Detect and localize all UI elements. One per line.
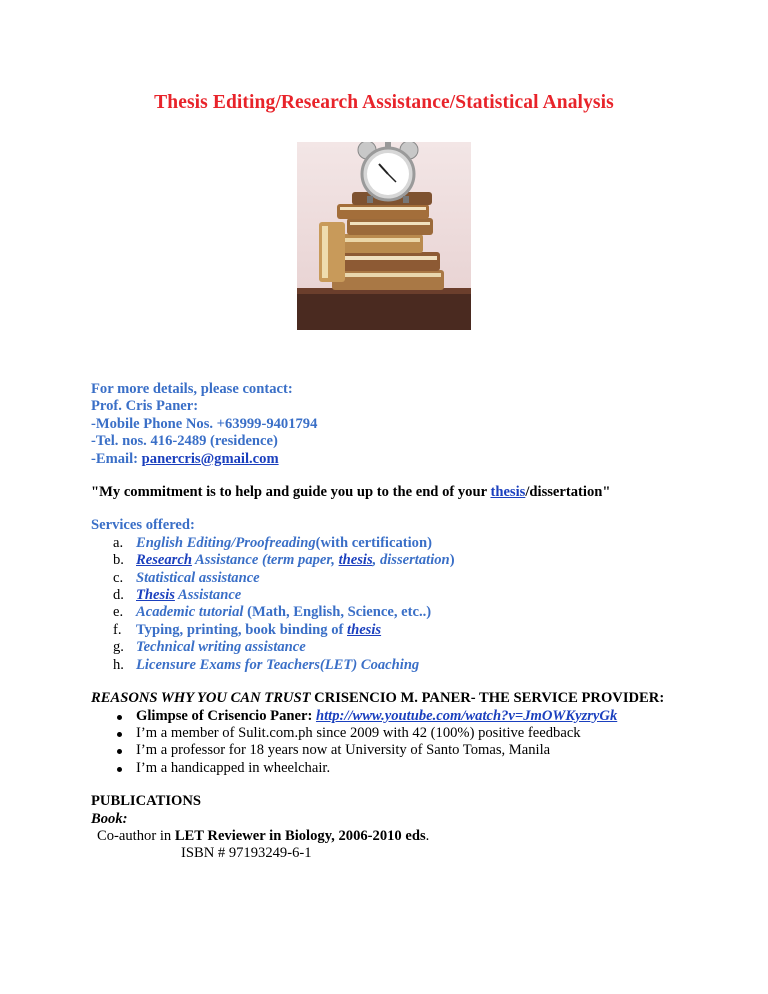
service-text: (Math, English, Science, etc..) (243, 604, 432, 621)
service-item (91, 604, 731, 621)
reasons-heading-italic: REASONS WHY YOU CAN TRUST (91, 690, 311, 707)
service-text: , dissertation (372, 552, 450, 569)
reason-item (91, 725, 731, 742)
publications-heading: PUBLICATIONS (91, 793, 202, 810)
thesis-link[interactable]: thesis (347, 621, 382, 638)
service-text: Licensure Exams for Teachers(LET) Coaching (136, 656, 420, 673)
list-marker: g. (113, 639, 124, 656)
list-marker: a. (113, 534, 124, 551)
reason-item (91, 742, 731, 759)
service-item (91, 657, 731, 674)
service-item (91, 622, 731, 639)
reason-text: I’m a professor for 18 years now at University of Santo Tomas, Manila (136, 742, 551, 759)
services-list (91, 535, 731, 674)
service-item (91, 552, 731, 569)
publications-subheading: Book: (91, 810, 128, 827)
contact-tel: -Tel. nos. 416-2489 (residence) (91, 433, 278, 450)
publication-pre: Co-author in (97, 827, 175, 844)
publication-post: . (425, 827, 430, 844)
research-link[interactable]: Research (136, 552, 192, 569)
contact-name: Prof. Cris Paner: (91, 398, 199, 415)
books-and-alarm-clock-illustration (297, 142, 471, 330)
service-item (91, 570, 731, 587)
bullet-icon (117, 767, 122, 772)
publication-title: LET Reviewer in Biology, 2006-2010 eds (174, 827, 426, 844)
service-text: English Editing/Proofreading (136, 534, 316, 551)
service-text: Academic tutorial (136, 604, 244, 621)
service-text: Statistical assistance (136, 569, 260, 586)
commitment-statement (91, 484, 731, 501)
reasons-heading-rest: CRISENCIO M. PANER- THE SERVICE PROVIDER: (310, 690, 665, 707)
commitment-pre: "My commitment is to help and guide you up to the end of your (91, 484, 491, 501)
reason-item (91, 760, 731, 777)
service-item (91, 639, 731, 656)
page-title: Thesis Editing/Research Assistance/Statistical Analysis (154, 92, 614, 113)
service-text: Assistance (term paper, (191, 552, 339, 569)
service-item (91, 535, 731, 552)
thesis-link[interactable]: Thesis (136, 587, 175, 604)
youtube-link[interactable]: http://www.youtube.com/watch?v=JmOWKyzryGk (315, 707, 618, 724)
contact-heading: For more details, please contact: (91, 381, 293, 397)
publication-line (91, 828, 731, 845)
service-text: Typing, printing, book binding of (136, 621, 348, 638)
list-marker: e. (113, 604, 124, 621)
services-heading: Services offered: (91, 517, 195, 534)
email-label: -Email: (91, 450, 142, 467)
reasons-heading (91, 690, 731, 707)
thesis-link[interactable]: thesis (338, 552, 373, 569)
list-marker: b. (113, 552, 124, 569)
bullet-icon (117, 749, 122, 754)
commitment-thesis-link[interactable]: thesis (490, 484, 526, 501)
service-text: Technical writing assistance (136, 639, 306, 656)
contact-mobile: -Mobile Phone Nos. +63999-9401794 (91, 415, 318, 432)
commitment-post: /dissertation" (525, 484, 611, 501)
reason-text: I’m a handicapped in wheelchair. (136, 759, 331, 776)
service-text: ) (449, 552, 455, 569)
email-link[interactable]: panercris@gmail.com (141, 450, 279, 467)
reason-text: I’m a member of Sulit.com.ph since 2009 with 42 (100%) positive feedback (136, 724, 581, 741)
service-text: (with certification) (315, 534, 432, 551)
service-item (91, 587, 731, 604)
reasons-list (91, 708, 731, 778)
list-marker: d. (113, 587, 124, 604)
reason-item (91, 708, 731, 725)
list-marker: f. (113, 621, 122, 638)
list-marker: c. (113, 569, 124, 586)
bullet-icon (117, 732, 122, 737)
publication-isbn: ISBN # 97193249-6-1 (181, 845, 312, 862)
bullet-icon (117, 715, 122, 720)
reason-label: Glimpse of Crisencio Paner: (136, 707, 316, 724)
list-marker: h. (113, 656, 124, 673)
contact-email-line (91, 451, 731, 468)
service-text: Assistance (174, 587, 242, 604)
